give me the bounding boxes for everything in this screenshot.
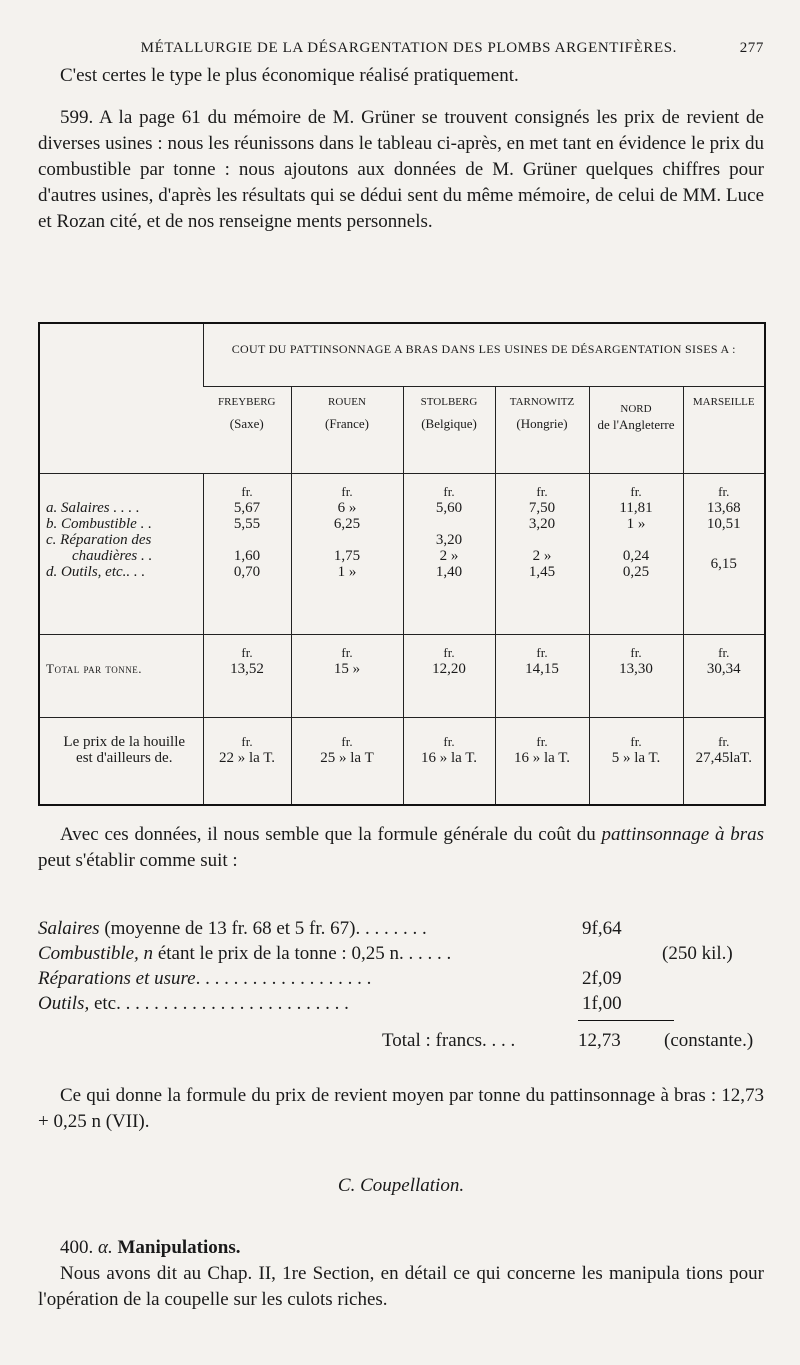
formula-intro: Avec ces données, il nous semble que la formule générale du coût du pattinsonnage à bras peut s'établir comme suit : bbox=[38, 824, 764, 871]
formula-total: Total : francs. . . . 12,73 (constante.) bbox=[382, 1030, 754, 1051]
paragraph-intro: C'est certes le type le plus économique réalisé pratiquement. bbox=[60, 65, 519, 86]
paragraph-400: Nous avons dit au Chap. II, 1re Section, en détail ce qui concerne les manipula tions pour l'opération de la coupelle sur les culots riches. bbox=[38, 1263, 764, 1310]
section-title: C. Coupellation. bbox=[337, 1175, 465, 1196]
row-labels: a. Salaires . . . . b. Combustible . . c. Réparation des chaudières . . d. Outils, etc.. . . bbox=[39, 474, 203, 635]
coal-nord: fr. 5 » la T. bbox=[589, 718, 683, 806]
col-header-tarnowitz: TARNOWITZ (Hongrie) bbox=[495, 387, 589, 474]
col-header-rouen: ROUEN (France) bbox=[291, 387, 403, 474]
total-marseille: fr. 30,34 bbox=[683, 635, 765, 718]
page-number: 277 bbox=[739, 40, 764, 56]
values-rouen: fr. 6 » 6,25 1,75 1 » bbox=[291, 474, 403, 635]
formula-line-reparations: Réparations et usure. . . . . . . . . . . . . . . . . . . 2f,09 bbox=[38, 968, 622, 989]
paragraph-400-heading: 400. α. Manipulations. bbox=[60, 1237, 241, 1258]
paragraph-conclusion: Ce qui donne la formule du prix de revient moyen par tonne du pattinsonnage à bras : 12,73 + 0,25 n (VII). bbox=[38, 1085, 764, 1132]
sum-rule bbox=[578, 1020, 674, 1021]
total-rouen: fr. 15 » bbox=[291, 635, 403, 718]
page bbox=[38, 40, 764, 1310]
paragraph-599: 599. A la page 61 du mémoire de M. Grüner se trouvent consignés les prix de revient de diverses usines : nous les réunissons dans le tableau ci-après, en met tant en évidence le prix du combustible par tonne : nous ajoutons aux données de M. Grüner quelques chiffres pour d'autres usines, d'après les résultats qui se dédui sent du même mémoire, de celui de MM. Luce et Rozan cité, et de nos renseigne ments personnels. bbox=[38, 107, 764, 232]
total-nord: fr. 13,30 bbox=[589, 635, 683, 718]
values-nord: fr. 11,81 1 » 0,24 0,25 bbox=[589, 474, 683, 635]
cost-table bbox=[38, 322, 766, 806]
total-label: Total par tonne. bbox=[39, 635, 203, 718]
formula-line-salaires: Salaires (moyenne de 13 fr. 68 et 5 fr. 67). . . . . . . . 9f,64 bbox=[38, 918, 622, 939]
col-header-marseille: MARSEILLE bbox=[683, 387, 765, 474]
formula-line-outils: Outils, etc. . . . . . . . . . . . . . . . . . . . . . . . . 1f,00 bbox=[38, 993, 622, 1014]
running-title: MÉTALLURGIE DE LA DÉSARGENTATION DES PLOMBS ARGENTIFÈRES. bbox=[140, 40, 678, 56]
coal-price-label: Le prix de la houille est d'ailleurs de. bbox=[39, 718, 203, 806]
col-header-stolberg: STOLBERG (Belgique) bbox=[403, 387, 495, 474]
running-header bbox=[38, 40, 764, 57]
formula-line-combustible: Combustible, n étant le prix de la tonne : 0,25 n. . . . . . (250 kil.) bbox=[38, 943, 733, 964]
values-freyberg: fr. 5,67 5,55 1,60 0,70 bbox=[203, 474, 291, 635]
coal-freyberg: fr. 22 » la T. bbox=[203, 718, 291, 806]
coal-marseille: fr. 27,45laT. bbox=[683, 718, 765, 806]
values-marseille: fr. 13,68 10,51 6,15 bbox=[683, 474, 765, 635]
values-tarnowitz: fr. 7,50 3,20 2 » 1,45 bbox=[495, 474, 589, 635]
formula-block bbox=[38, 822, 764, 1313]
col-header-nord: NORD de l'Angleterre bbox=[589, 387, 683, 474]
total-freyberg: fr. 13,52 bbox=[203, 635, 291, 718]
table-caption: COUT DU PATTINSONNAGE A BRAS DANS LES USINES DE DÉSARGENTATION SISES A : bbox=[203, 323, 765, 387]
coal-stolberg: fr. 16 » la T. bbox=[403, 718, 495, 806]
col-header-freyberg: FREYBERG (Saxe) bbox=[203, 387, 291, 474]
coal-tarnowitz: fr. 16 » la T. bbox=[495, 718, 589, 806]
total-tarnowitz: fr. 14,15 bbox=[495, 635, 589, 718]
total-stolberg: fr. 12,20 bbox=[403, 635, 495, 718]
coal-rouen: fr. 25 » la T bbox=[291, 718, 403, 806]
values-stolberg: fr. 5,60 3,20 2 » 1,40 bbox=[403, 474, 495, 635]
